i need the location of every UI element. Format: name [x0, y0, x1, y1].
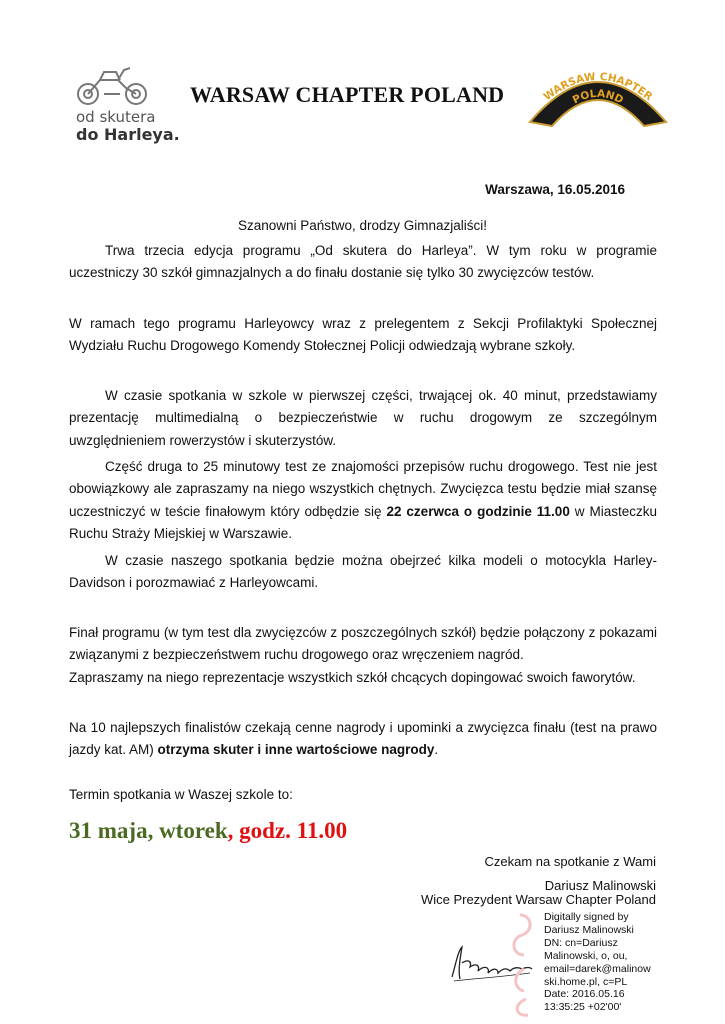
- chapter-patch-logo: [526, 56, 670, 132]
- patch-text-line2: POLAND: [570, 87, 626, 107]
- org-title: WARSAW CHAPTER POLAND: [190, 82, 505, 107]
- greeting: Szanowni Państwo, drodzy Gimnazjaliści!: [237, 218, 488, 233]
- paragraph-6: Finał programu (w tym test dla zwycięzców z poszczególnych szkół) będzie połączony z pokazami związanymi z bezpieczeństwem ruchu drogowego oraz wręczeniem nagród. Zapraszamy na niego reprezentacje wszystkich szkół chcących dopingować swoich faworytów.: [69, 625, 657, 685]
- meeting-day: 31 maja, wtorek: [69, 818, 228, 843]
- paragraph-8: Termin spotkania w Waszej szkole to:: [69, 787, 293, 802]
- paragraph-7: Na 10 najlepszych finalistów czekają cenne nagrody i upominki a zwycięzca finału (test na prawo jazdy kat. AM) otrzyma skuter i inne wartościowe nagrody.: [69, 720, 657, 758]
- meeting-time: , godz. 11.00: [227, 818, 348, 843]
- meeting-date: [69, 818, 347, 844]
- digital-signature-block: [440, 905, 670, 1020]
- program-logo: [66, 62, 184, 144]
- patch-text-line1: WARSAW CHAPTER: [541, 70, 655, 104]
- logo-text-line2: do Harleya.: [76, 125, 180, 144]
- paragraph-3: W czasie spotkania w szkole w pierwszej części, trwającej ok. 40 minut, przedstawiamy prezentację multimedialną o bezpieczeństwie w ruchu drogowym ze szczególnym uwzględnieniem rowerzystów i skuterzystów.: [69, 388, 657, 448]
- motorcycle-icon: [74, 62, 154, 108]
- place-date: Warszawa, 16.05.2016: [485, 182, 625, 197]
- closing-line: Czekam na spotkanie z Wami: [484, 854, 656, 869]
- paragraph-2: W ramach tego programu Harleyowcy wraz z prelegentem z Sekcji Profilaktyki Społecznej Wydziału Ruchu Drogowego Komendy Stołecznej Policji odwiedzają wybrane szkoły.: [69, 316, 657, 354]
- final-test-date: 22 czerwca o godzinie 11.00: [386, 503, 570, 519]
- paragraph-1: Trwa trzecia edycja programu „Od skutera do Harleya”. W tym roku w programie uczestniczy 30 szkół gimnazjalnych a do finału dostanie się tylko 30 zwycięzców testów.: [69, 243, 657, 281]
- paragraph-5: W czasie naszego spotkania będzie można obejrzeć kilka modeli o motocykla Harley-Davidson i porozmawiać z Harleyowcami.: [69, 553, 657, 591]
- signer-name: Dariusz Malinowski: [544, 878, 656, 893]
- prize-text: otrzyma skuter i inne wartościowe nagrody: [157, 742, 435, 758]
- paragraph-4: Część druga to 25 minutowy test ze znajomości przepisów ruchu drogowego. Test nie jest obowiązkowy ale zapraszamy na niego wszystkich chętnych. Zwycięzca testu będzie miał szansę uczestniczyć w teście finałowym który odbędzie się 22 czerwca o godzinie 11.00 w Miasteczku Ruchu Straży Miejskiej w Warszawie.: [69, 459, 657, 541]
- signer-title: Wice Prezydent Warsaw Chapter Poland: [420, 892, 656, 907]
- digital-signature-text: Digitally signed by Dariusz Malinowski DN: cn=Dariusz Malinowski, o, ou, email=darek@malinow ski.home.pl, c=PL Date: 2016.05.16 13:35:25 +02'00': [544, 911, 651, 1014]
- signature-watermark: [502, 909, 542, 1019]
- logo-text-line1: od skutera: [76, 108, 156, 126]
